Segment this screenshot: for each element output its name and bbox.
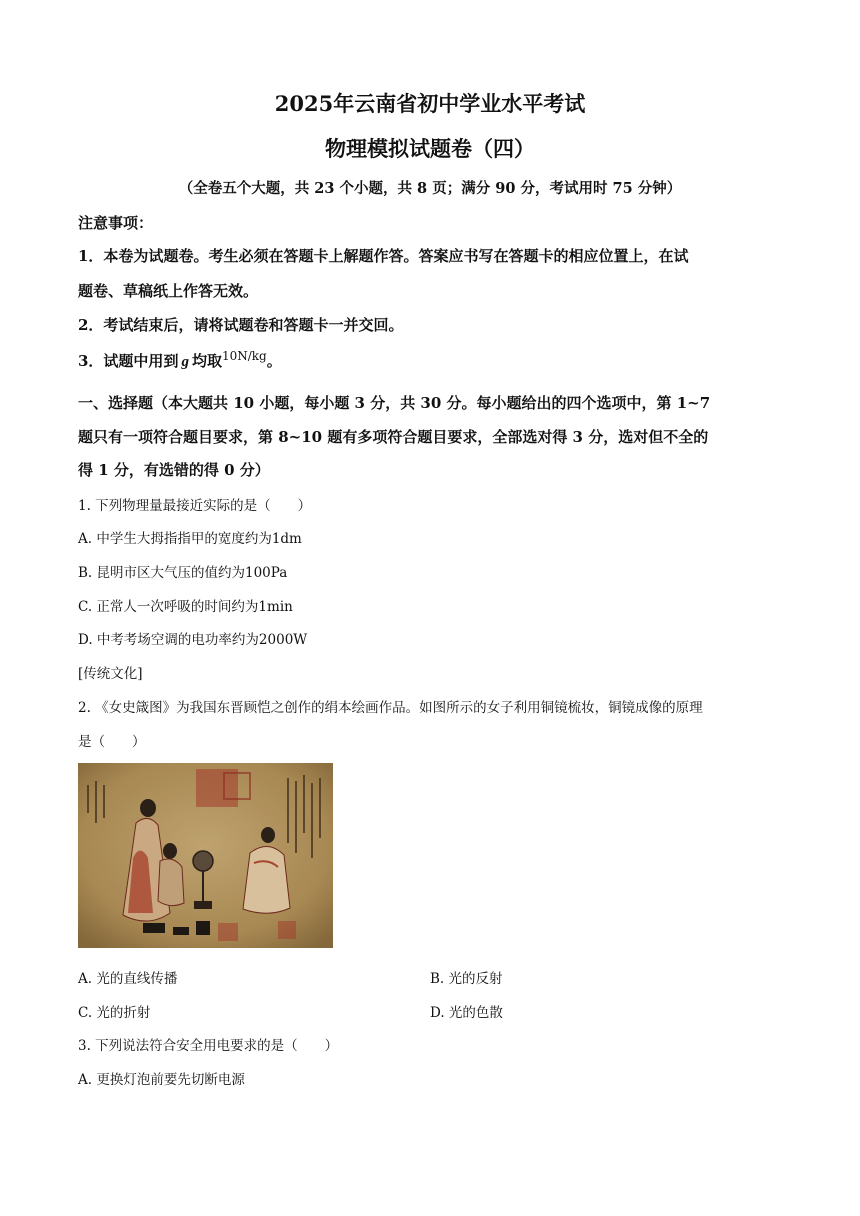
q1-stem: 1. 下列物理量最接近实际的是（ ） (78, 498, 312, 514)
notice-heading: 注意事项： (78, 214, 154, 232)
notice-item-1-line-1: 1．本卷为试题卷。考生必须在答题卡上解题作答。答案应书写在答题卡的相应位置上，在试 (78, 247, 689, 265)
exam-subtitle: 物理模拟试题卷（四） (325, 136, 535, 161)
q2-stem-line-1: 2. 《女史箴图》为我国东晋顾恺之创作的绢本绘画作品。如图所示的女子利用铜镜梳妆，铜镜成像的原理 (78, 700, 703, 716)
variable-g: g (181, 354, 189, 370)
q2-option-b: B. 光的反射 (430, 971, 503, 987)
q1-option-b: B. 昆明市区大气压的值约为100Pa (78, 565, 288, 581)
q1-option-d: D. 中考考场空调的电功率约为2000W (78, 632, 308, 648)
section-tag: [传统文化] (78, 666, 143, 682)
exam-title: 2025年云南省初中学业水平考试 (274, 91, 586, 116)
q2-option-d: D. 光的色散 (430, 1005, 503, 1021)
q1-option-a: A. 中学生大拇指指甲的宽度约为1dm (78, 531, 302, 547)
section1-line-3: 得 1 分，有选错的得 0 分） (78, 461, 270, 479)
notice-item-3-suffix: 。 (266, 352, 282, 370)
notice-item-3-prefix: 3．试题中用到 (78, 352, 179, 370)
notice-item-3 (78, 350, 282, 371)
q2-option-c: C. 光的折射 (78, 1005, 151, 1021)
nvshi-zhentu-painting-image (78, 763, 333, 948)
notice-item-1-line-2: 题卷、草稿纸上作答无效。 (78, 282, 259, 300)
q3-option-a: A. 更换灯泡前要先切断电源 (78, 1072, 245, 1088)
q2-option-a: A. 光的直线传播 (78, 971, 178, 987)
q1-option-c: C. 正常人一次呼吸的时间约为1min (78, 599, 293, 615)
q3-stem: 3. 下列说法符合安全用电要求的是（ ） (78, 1038, 339, 1054)
section1-line-1: 一、选择题（本大题共 10 小题，每小题 3 分，共 30 分。每小题给出的四个选项中，第 1~7 (78, 394, 711, 412)
q2-stem-line-2: 是（ ） (78, 734, 146, 750)
notice-item-3-mid: 均取 (191, 352, 222, 370)
exam-info: （全卷五个大题，共 23 个小题，共 8 页；满分 90 分，考试用时 75 分钟） (178, 180, 682, 197)
g-value: 10N/kg (221, 349, 267, 363)
section1-line-2: 题只有一项符合题目要求，第 8~10 题有多项符合题目要求，全部选对得 3 分，选对但不全的 (78, 428, 709, 446)
notice-item-2: 2．考试结束后，请将试题卷和答题卡一并交回。 (78, 316, 404, 334)
